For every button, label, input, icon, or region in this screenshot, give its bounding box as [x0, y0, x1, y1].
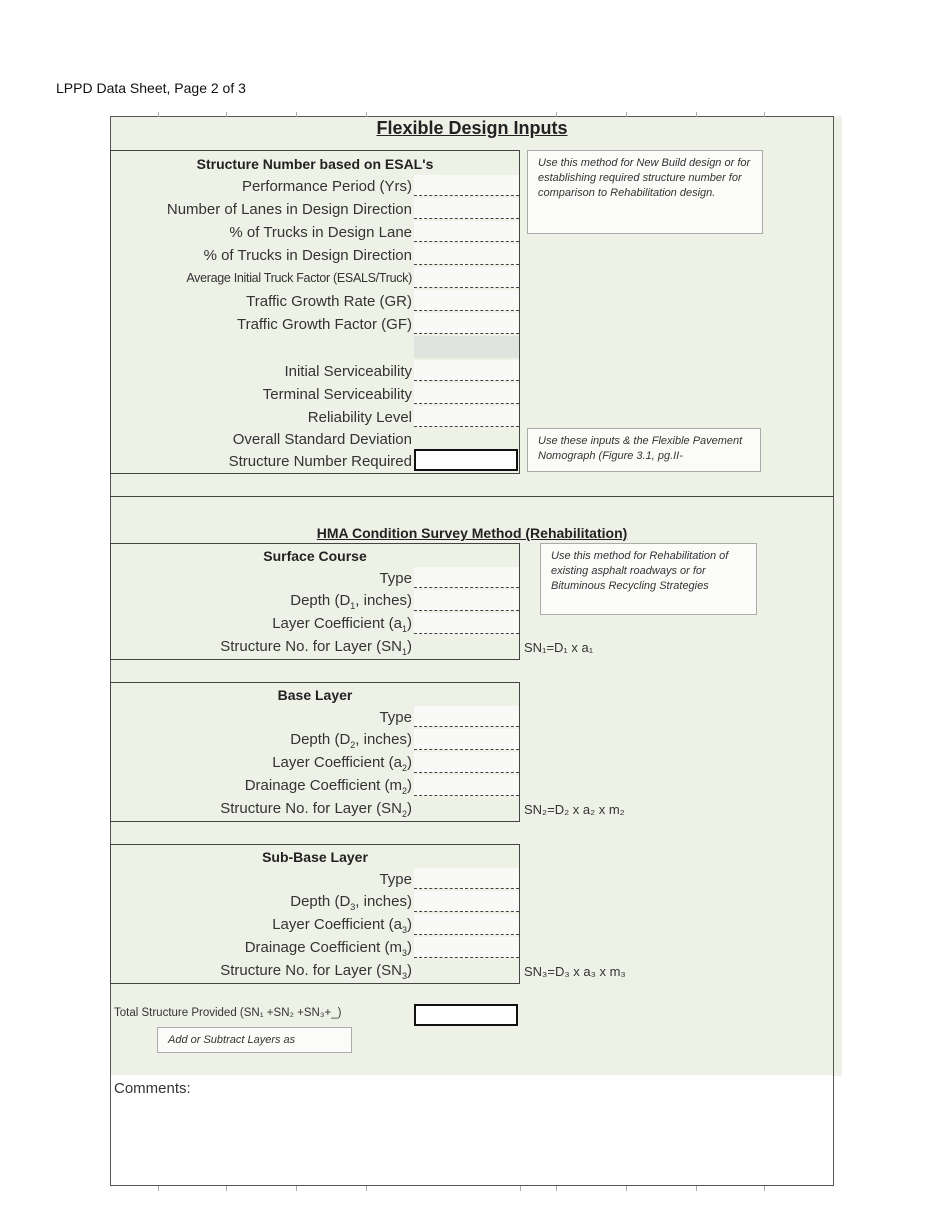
tick [764, 112, 765, 117]
subbase-drain-label: Drainage Coefficient $(m_3)$ [244, 939, 412, 958]
base-drain-input[interactable] [414, 775, 519, 796]
label-text: , inches) [355, 731, 412, 748]
tick [296, 112, 297, 117]
base-depth-input[interactable] [414, 729, 519, 750]
total-input[interactable] [414, 1004, 518, 1026]
label-text: , inches) [355, 592, 412, 609]
total-label: Total Structure Provided (SN₁ +SN₂ +SN₃+_) [114, 1007, 342, 1019]
tick [366, 1186, 367, 1191]
subscript: 3 [401, 925, 407, 935]
tick [626, 1186, 627, 1191]
surface-heading: Surface Course [263, 548, 367, 564]
comments-label: Comments: [114, 1080, 191, 1097]
tick [226, 112, 227, 117]
tick [696, 1186, 697, 1191]
shaded-cell [414, 336, 519, 358]
field-label: Performance Period (Yrs) [241, 178, 412, 195]
comments-area[interactable] [110, 1075, 834, 1186]
trucks-direction-input[interactable] [414, 244, 519, 265]
subscript: 3 [401, 971, 407, 981]
sn-required-label: Structure Number Required [228, 453, 412, 470]
label-text: Structure No. for Layer (SN [220, 638, 402, 655]
label-text: Drainage Coefficient (m [244, 777, 402, 794]
label-text: Layer Coefficient (a [272, 615, 402, 632]
subbase-type-input[interactable] [414, 868, 519, 889]
base-heading: Base Layer [277, 687, 353, 703]
reliability-input[interactable] [414, 406, 519, 427]
divider [110, 496, 834, 497]
growth-rate-input[interactable] [414, 290, 519, 311]
base-depth-label [290, 731, 412, 750]
subscript: 2 [401, 763, 407, 773]
field-label: Terminal Serviceability [262, 386, 412, 403]
surface-coef-label: Layer Coefficient $(a_1)$ [272, 615, 412, 634]
subscript: 2 [350, 740, 356, 750]
base-type-input[interactable] [414, 706, 519, 727]
performance-period-input[interactable] [414, 175, 519, 196]
sheet-edge [834, 116, 842, 1076]
field-label: Number of Lanes in Design Direction [166, 201, 412, 218]
base-sn-label: Structure No. for Layer $(SN_2)$ [220, 800, 412, 819]
hma-note: Use this method for Rehabilitation of existing asphalt roadways or for Bituminous Recycling Strategies [540, 543, 757, 615]
label-text: Drainage Coefficient (m [244, 939, 402, 956]
label-text: Layer Coefficient (a [272, 916, 402, 933]
tick [520, 1186, 521, 1191]
add-layers-note: Add or Subtract Layers as [157, 1027, 352, 1053]
field-label: Average Initial Truck Factor (ESALS/Truck) [186, 271, 412, 285]
growth-factor-input[interactable] [414, 313, 519, 334]
tick [158, 1186, 159, 1191]
field-label: Traffic Growth Rate (GR) [246, 293, 412, 310]
base-type-label: Type [379, 709, 412, 726]
surface-depth-input[interactable] [414, 590, 519, 611]
base-drain-label: Drainage Coefficient $(m_2)$ [244, 777, 412, 796]
subscript: 2 [401, 786, 407, 796]
subscript: 1 [350, 601, 356, 611]
tick [366, 112, 367, 117]
page-title: Flexible Design Inputs [376, 118, 568, 138]
label-text: Layer Coefficient (a [272, 754, 402, 771]
surface-formula: SN₁=D₁ x a₁ [524, 640, 594, 655]
label-text: Depth (D [290, 731, 351, 748]
label-text: Depth (D [290, 592, 351, 609]
field-label: % of Trucks in Design Direction [203, 247, 412, 264]
tick [296, 1186, 297, 1191]
base-coef-label: Layer Coefficient $(a_2)$ [272, 754, 412, 773]
field-label: Initial Serviceability [284, 363, 412, 380]
surface-sn-label: Structure No. for Layer $(SN_1)$ [220, 638, 412, 657]
surface-coef-input[interactable] [414, 613, 519, 634]
subbase-formula: SN₃=D₃ x a₃ x m₃ [524, 964, 626, 979]
base-coef-input[interactable] [414, 752, 519, 773]
field-label: Reliability Level [307, 409, 412, 426]
tick [556, 112, 557, 117]
tick [556, 1186, 557, 1191]
base-formula: SN₂=D₂ x a₂ x m₂ [524, 802, 625, 817]
truck-factor-input[interactable] [414, 267, 519, 288]
sn-required-input[interactable] [414, 449, 518, 471]
subbase-coef-label: Layer Coefficient $(a_3)$ [272, 916, 412, 935]
surface-depth-label [290, 592, 412, 611]
label-text: Depth (D [290, 893, 351, 910]
subscript: 1 [401, 647, 407, 657]
page-header: LPPD Data Sheet, Page 2 of 3 [56, 80, 246, 96]
tick [696, 112, 697, 117]
label-text: , inches) [355, 893, 412, 910]
label-text: Structure No. for Layer (SN [220, 962, 402, 979]
subbase-depth-label [290, 893, 412, 912]
trucks-lane-input[interactable] [414, 221, 519, 242]
tick [158, 112, 159, 117]
lanes-input[interactable] [414, 198, 519, 219]
hma-heading: HMA Condition Survey Method (Rehabilitation) [316, 525, 628, 541]
subscript: 3 [401, 948, 407, 958]
tick [226, 1186, 227, 1191]
tick [764, 1186, 765, 1191]
initial-serviceability-input[interactable] [414, 360, 519, 381]
subbase-heading: Sub-Base Layer [262, 849, 368, 865]
nomograph-note: Use these inputs & the Flexible Pavement Nomograph (Figure 3.1, pg.II- [527, 428, 761, 472]
subbase-depth-input[interactable] [414, 891, 519, 912]
subbase-type-label: Type [379, 871, 412, 888]
tick [626, 112, 627, 117]
subscript: 3 [350, 902, 356, 912]
surface-type-input[interactable] [414, 567, 519, 588]
field-label: % of Trucks in Design Lane [229, 224, 412, 241]
subbase-coef-input[interactable] [414, 914, 519, 935]
esal-heading: Structure Number based on ESAL's [196, 156, 434, 172]
subscript: 2 [401, 809, 407, 819]
subscript: 1 [401, 624, 407, 634]
subbase-drain-input[interactable] [414, 937, 519, 958]
field-label: Traffic Growth Factor (GF) [236, 316, 412, 333]
subbase-sn-label: Structure No. for Layer $(SN_3)$ [220, 962, 412, 981]
terminal-serviceability-input[interactable] [414, 383, 519, 404]
surface-type-label: Type [379, 570, 412, 587]
field-label: Overall Standard Deviation [232, 431, 412, 448]
esal-note: Use this method for New Build design or for establishing required structure number for comparison to Rehabilitation design. [527, 150, 763, 234]
label-text: Structure No. for Layer (SN [220, 800, 402, 817]
